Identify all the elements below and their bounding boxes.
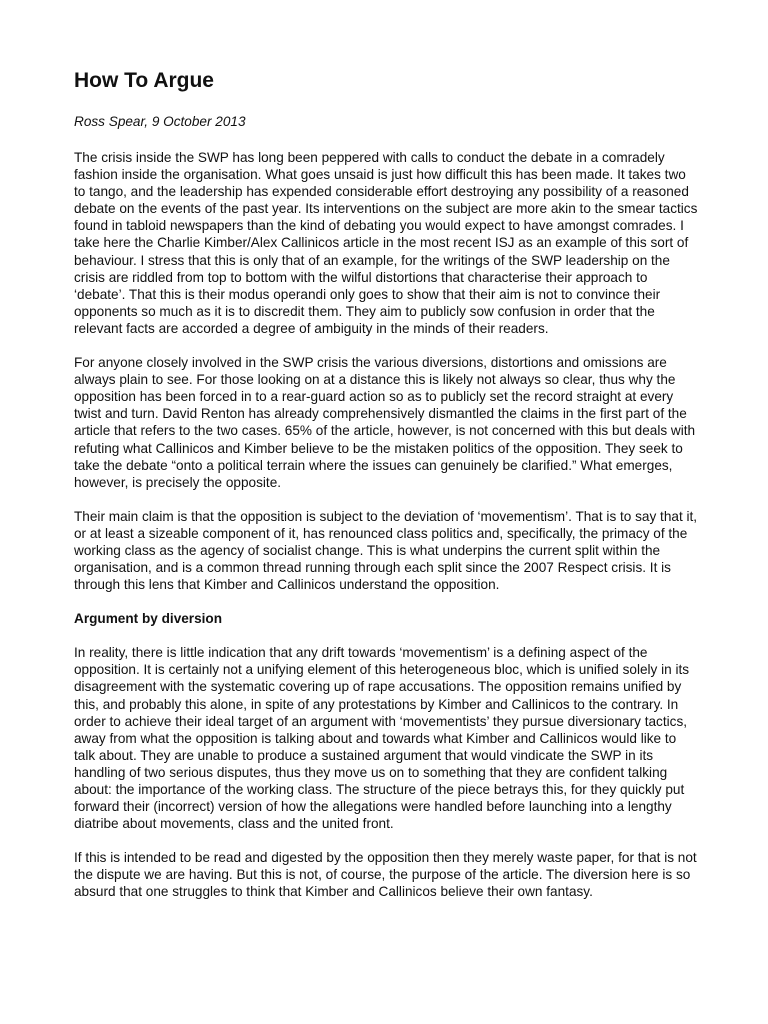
section-heading: Argument by diversion	[74, 611, 223, 627]
article-title: How To Argue	[74, 69, 214, 92]
paragraph: Their main claim is that the opposition is subject to the deviation of ‘movementism’. That is to say that it, or at least a sizeable component of it, has renounced class politics and, specifically, the primacy of the working class as the agency of socialist change. This is what underpins the current split within the organisation, and is a common thread running through each split since the 2007 Respect crisis. It is through this lens that Kimber and Callinicos understand the opposition.	[74, 508, 698, 593]
document-page	[74, 66, 700, 901]
paragraph: In reality, there is little indication that any drift towards ‘movementism’ is a defining aspect of the opposition. It is certainly not a unifying element of this heterogeneous bloc, which is unified solely in its disagreement with the systematic covering up of rape accusations. The opposition remains unified by this, and probably this alone, in spite of any protestations by Kimber and Callinicos to the contrary. In order to achieve their ideal target of an argument with ‘movementists’ they pursue diversionary tactics, away from what the opposition is talking about and towards what Kimber and Callinicos would like to talk about. They are unable to produce a sustained argument that would vindicate the SWP in its handling of two serious disputes, thus they move us on to something that they are confident talking about: the importance of the working class. The structure of the piece betrays this, for they quickly put forward their (incorrect) version of how the allegations were handled before launching into a lengthy diatribe about movements, class and the united front.	[74, 645, 690, 832]
paragraph: If this is intended to be read and digested by the opposition then they merely waste paper, for that is not the dispute we are having. But this is not, of course, the purpose of the article. The diversion here is so absurd that one struggles to think that Kimber and Callinicos believe their own fantasy.	[74, 850, 697, 900]
article-byline: Ross Spear, 9 October 2013	[74, 114, 246, 129]
paragraph: The crisis inside the SWP has long been peppered with calls to conduct the debate in a comradely fashion inside the organisation. What goes unsaid is just how difficult this has been made. It takes two to tango, and the leadership has expended considerable effort destroying any possibility of a reasoned debate on the events of the past year. Its interventions on the subject are more akin to the smear tactics found in tabloid newspapers than the kind of debating you would expect to have amongst comrades. I take here the Charlie Kimber/Alex Callinicos article in the most recent ISJ as an example of this sort of behaviour. I stress that this is only that of an example, for the writings of the SWP leadership on the crisis are riddled from top to bottom with the wilful distortions that characterise their approach to ‘debate’. That this is their modus operandi only goes to show that their aim is not to convince their opponents so much as it is to discredit them. They aim to publicly sow confusion in order that the relevant facts are accorded a degree of ambiguity in the minds of their readers.	[74, 150, 698, 336]
paragraph: For anyone closely involved in the SWP crisis the various diversions, distortions and omissions are always plain to see. For those looking on at a distance this is likely not always so clear, thus why the opposition has been forced in to a rear-guard action so as to publicly set the record straight at every twist and turn. David Renton has already comprehensively dismantled the claims in the first part of the article that refers to the two cases. 65% of the article, however, is not concerned with this but deals with refuting what Callinicos and Kimber believe to be the mistaken politics of the opposition. They seek to take the debate “onto a political terrain where the issues can genuinely be clarified.” What emerges, however, is precisely the opposite.	[74, 355, 696, 490]
